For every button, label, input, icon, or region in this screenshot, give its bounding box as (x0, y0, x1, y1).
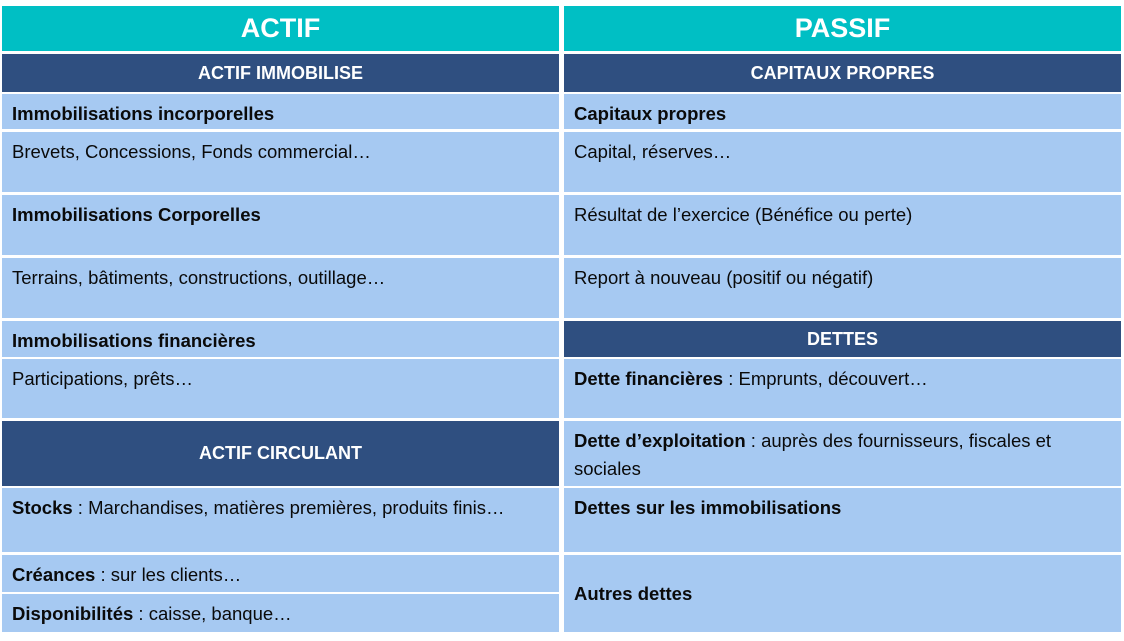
dettes-immobilisations-label: Dettes sur les immobilisations (574, 497, 842, 518)
immobilisations-corporelles-label: Immobilisations Corporelles (12, 204, 261, 225)
dettes-exploitation-row (564, 421, 1121, 486)
stocks-label: Stocks (12, 497, 73, 518)
disponibilites-label: Disponibilités (12, 603, 134, 624)
immobilisations-financieres-detail-row (2, 359, 559, 418)
creances-row (2, 555, 559, 592)
autres-dettes-label: Autres dettes (574, 582, 693, 604)
passif-header (564, 6, 1121, 51)
stocks-row (2, 488, 559, 552)
immobilisations-financieres-row (2, 321, 559, 357)
capitaux-propres-label: Capitaux propres (574, 103, 727, 124)
immobilisations-corporelles-detail: Terrains, bâtiments, constructions, outillage… (12, 267, 386, 288)
dettes-immobilisations-row (564, 488, 1121, 552)
report-nouveau-text: Report à nouveau (positif ou négatif) (574, 267, 874, 288)
actif-header-label: ACTIF (240, 13, 321, 43)
capital-reserves-row (564, 132, 1121, 192)
immobilisations-financieres-detail: Participations, prêts… (12, 368, 193, 389)
immobilisations-corporelles-row (2, 195, 559, 255)
dettes-exploitation-detail: : auprès des fournisseurs, fiscales et sociales (574, 430, 1052, 479)
actif-header (2, 6, 559, 51)
dettes-title: DETTES (806, 328, 878, 349)
immobilisations-corporelles-detail-row (2, 258, 559, 318)
immobilisations-incorporelles-detail: Brevets, Concessions, Fonds commercial… (12, 141, 371, 162)
actif-immobilise-title: ACTIF IMMOBILISE (198, 62, 363, 83)
capitaux-propres-row (564, 94, 1121, 129)
capital-reserves-detail: Capital, réserves… (574, 141, 732, 162)
dettes-financieres-row (564, 359, 1121, 418)
disponibilites-detail: : caisse, banque… (133, 603, 292, 624)
resultat-exercice-text: Résultat de l’exercice (Bénéfice ou perte) (574, 204, 913, 225)
actif-column (2, 6, 559, 632)
dettes-section (564, 321, 1121, 357)
immobilisations-financieres-label: Immobilisations financières (12, 330, 256, 351)
disponibilites-row (2, 594, 559, 632)
creances-detail: : sur les clients… (95, 564, 242, 585)
dettes-financieres-label: Dette financières (574, 368, 724, 389)
dettes-exploitation-label: Dette d’exploitation (574, 430, 746, 451)
capitaux-propres-title: CAPITAUX PROPRES (750, 62, 935, 83)
report-nouveau-row (564, 258, 1121, 318)
actif-circulant-section (2, 421, 559, 486)
passif-header-label: PASSIF (794, 13, 891, 43)
actif-circulant-title: ACTIF CIRCULANT (199, 443, 362, 463)
autres-dettes-row (564, 555, 1121, 632)
stocks-detail: : Marchandises, matières premières, produits finis… (72, 497, 505, 518)
dettes-financieres-detail: : Emprunts, découvert… (723, 368, 928, 389)
capitaux-propres-section (564, 54, 1121, 92)
immobilisations-incorporelles-row (2, 94, 559, 129)
balance-sheet-table (2, 6, 1121, 632)
immobilisations-incorporelles-label: Immobilisations incorporelles (12, 103, 275, 124)
passif-column (564, 6, 1121, 632)
immobilisations-incorporelles-detail-row (2, 132, 559, 192)
actif-immobilise-section (2, 54, 559, 92)
resultat-exercice-row (564, 195, 1121, 255)
creances-label: Créances (12, 564, 96, 585)
